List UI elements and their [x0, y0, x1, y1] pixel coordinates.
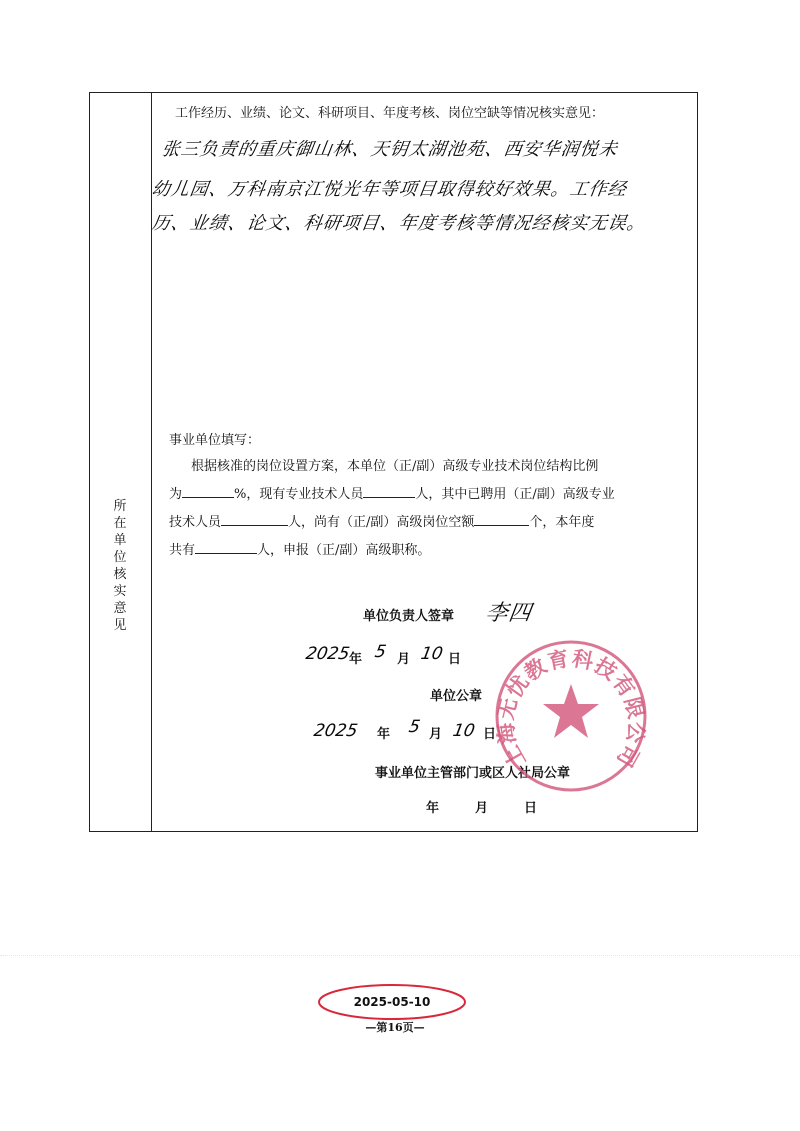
page-number: —第16页— — [365, 1021, 425, 1034]
ratio-line-3 — [169, 513, 594, 531]
this-year-text: 个，本年度 — [529, 515, 595, 530]
staff-count-blank[interactable] — [363, 485, 415, 498]
footer-date: 2025-05-10 — [353, 995, 431, 1009]
date1-year-unit: 年 — [349, 652, 363, 667]
work-experience-title: 工作经历、业绩、论文、科研项目、年度考核、岗位空缺等情况核实意见： — [175, 106, 605, 121]
date2-year-unit: 年 — [377, 727, 391, 742]
unit-verification-label: 所在单位核实意见 — [113, 499, 127, 633]
unit-seal-label: 单位公章 — [430, 689, 483, 704]
ratio-blank[interactable] — [182, 485, 234, 498]
date3-month-unit: 月 — [475, 801, 489, 816]
date3-day-unit: 日 — [524, 801, 538, 816]
company-seal — [492, 637, 650, 795]
ratio-line-4 — [169, 541, 430, 559]
date1-day-unit: 日 — [448, 652, 462, 667]
vacancy-blank[interactable] — [474, 513, 529, 526]
leader-signature-label: 单位负责人签章 — [363, 609, 455, 624]
hired-text: 人，其中已聘用（正/副）高级专业 — [415, 487, 615, 502]
hired-senior-blank[interactable] — [221, 513, 288, 526]
ratio-prefix: 为 — [169, 487, 183, 502]
scan-line — [0, 955, 800, 958]
date2-month: 5 — [407, 717, 422, 737]
authority-seal-label: 事业单位主管部门或区人社局公章 — [375, 766, 571, 781]
date2-day: 10 — [451, 721, 477, 741]
leader-signature: 李四 — [483, 601, 534, 626]
date1-month-unit: 月 — [397, 652, 411, 667]
handwritten-line-1: 张三负责的重庆御山林、天钥太湖池苑、西安华润悦未 — [160, 139, 620, 160]
institution-fill-title: 事业单位填写： — [169, 433, 261, 448]
ratio-line-1: 根据核准的岗位设置方案，本单位（正/副）高级专业技术岗位结构比例 — [191, 459, 599, 474]
date1-year: 2025 — [304, 644, 352, 664]
technical-staff-prefix: 技术人员 — [169, 515, 222, 530]
date1-month: 5 — [373, 642, 388, 662]
seal-star — [543, 684, 599, 738]
date3-year-unit: 年 — [426, 801, 440, 816]
handwritten-line-2: 幼儿园、万科南京江悦光年等项目取得较好效果。工作经 — [150, 179, 629, 200]
ratio-line-2 — [169, 485, 615, 503]
date2-year: 2025 — [312, 721, 360, 741]
apply-text: 人，申报（正/副）高级职称。 — [257, 543, 431, 558]
footer-date-circle — [317, 983, 467, 1021]
handwritten-line-3: 历、业绩、论文、科研项目、年度考核等情况经核实无误。 — [150, 213, 648, 234]
total-prefix: 共有 — [169, 543, 196, 558]
applicant-count-blank[interactable] — [195, 541, 257, 554]
date2-day-unit: 日 — [483, 727, 497, 742]
date2-month-unit: 月 — [429, 727, 443, 742]
seal-text: 上海无忧教育科技有限公司 — [492, 645, 650, 773]
vacancy-text: 人，尚有（正/副）高级岗位空额 — [288, 515, 475, 530]
left-label-column — [90, 93, 152, 831]
ratio-text: %，现有专业技术人员 — [234, 487, 364, 502]
date1-day: 10 — [419, 644, 445, 664]
